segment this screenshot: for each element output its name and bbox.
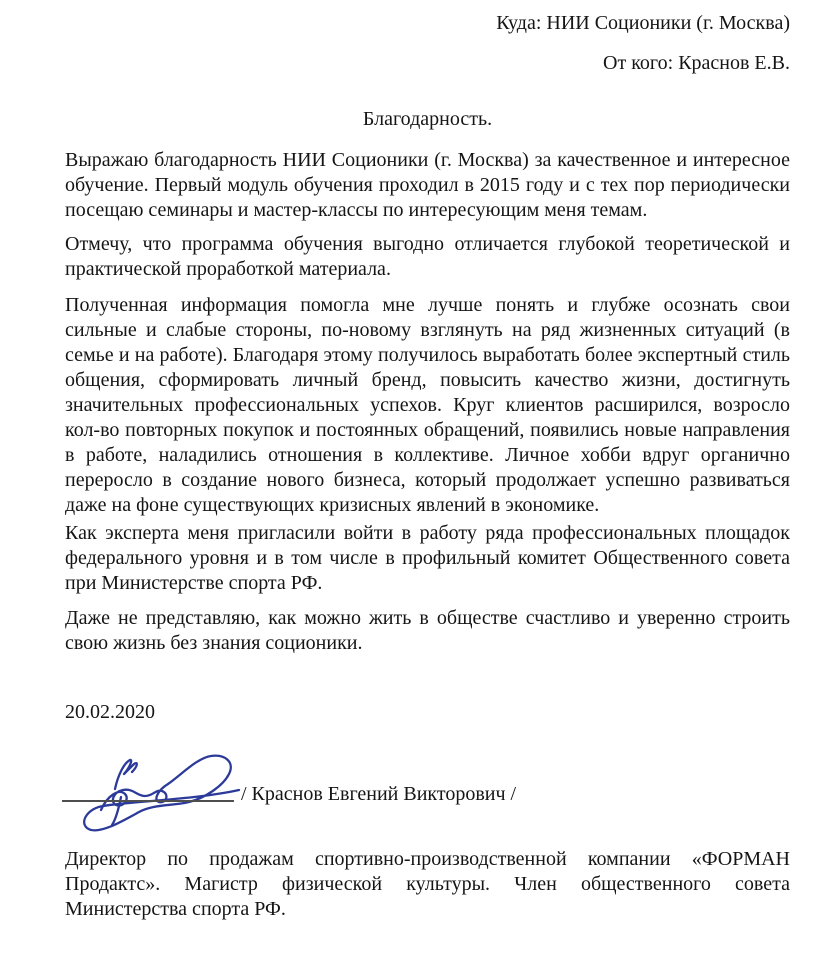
document-title: Благодарность. [362, 108, 493, 130]
signature-line [62, 800, 234, 802]
signatory-name: / Краснов Евгений Викторович / [241, 783, 517, 805]
body-paragraph-4: Как эксперта меня пригласили войти в работу ряда профессиональных площадок федерального уровня и в том числе в профильный комитет Общественного совета при Министерстве спорта РФ. [65, 522, 790, 594]
signature-block [65, 747, 790, 843]
body-paragraph-2: Отмечу, что программа обучения выгодно отличается глубокой теоретической и практической проработкой материала. [65, 233, 790, 280]
body-paragraph-5: Даже не представляю, как можно жить в обществе счастливо и уверенно строить свою жизнь без знания соционики. [65, 607, 790, 654]
document-date: 20.02.2020 [65, 701, 155, 723]
body-paragraph-1: Выражаю благодарность НИИ Соционики (г. Москва) за качественное и интересное обучение. Первый модуль обучения проходил в 2015 году и с тех пор периодически посещаю семинары и мастер-классы по интересующим меня темам. [65, 149, 790, 221]
body-paragraph-3: Полученная информация помогла мне лучше понять и глубже осознать свои сильные и слабые стороны, по-новому взглянуть на ряд жизненных ситуаций (в семье и на работе). Благодаря этому получилось выработать более экспертный стиль общения, сформировать личный бренд, повысить качество жизни, достигнуть значительных профессиональных успехов. Круг клиентов расширился, возросло кол-во повторных покупок и постоянных обращений, появились новые направления в работе, наладились отношения в коллективе. Личное хобби вдруг органично переросло в создание нового бизнеса, который продолжает успешно развиваться даже на фоне существующих кризисных явлений в экономике. [65, 294, 790, 516]
handwritten-signature-icon [52, 747, 252, 857]
signatory-position: Директор по продажам спортивно-производственной компании «ФОРМАН Продактс». Магистр физической культуры. Член общественного совета Министерства спорта РФ. [65, 848, 790, 920]
document-header [65, 10, 790, 76]
sender-line: От кого: Краснов Е.В. [603, 52, 790, 74]
recipient-line: Куда: НИИ Соционики (г. Москва) [496, 12, 790, 34]
signature-stroke-flourish [115, 760, 137, 789]
signature-stroke-main [84, 756, 239, 831]
